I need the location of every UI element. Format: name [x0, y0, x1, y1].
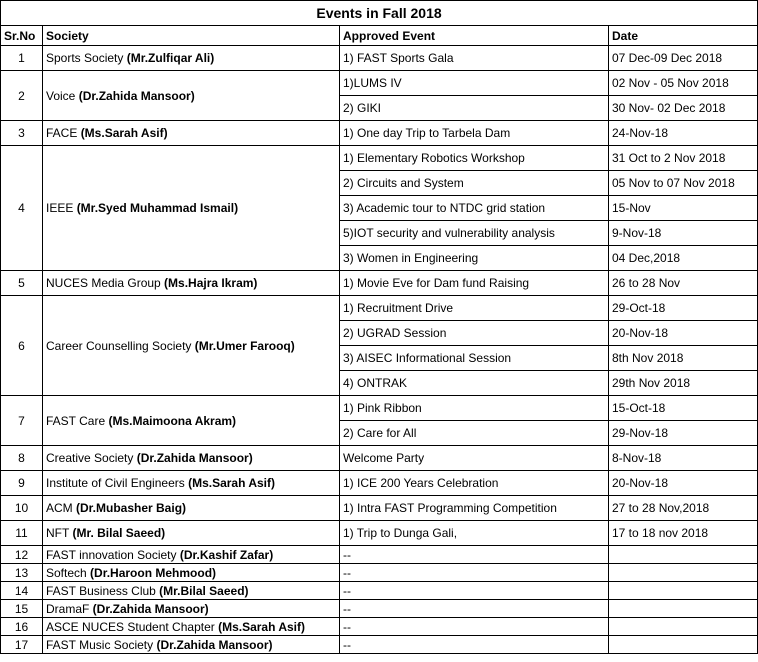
- society-cell[interactable]: [43, 564, 340, 582]
- date-cell[interactable]: 02 Nov - 05 Nov 2018: [609, 71, 758, 96]
- date-cell[interactable]: 07 Dec-09 Dec 2018: [609, 46, 758, 71]
- events-table-body: [1, 1, 758, 654]
- header-date[interactable]: Date: [609, 26, 758, 46]
- society-advisor: (Mr.Umer Farooq): [194, 338, 295, 353]
- society-name: Softech: [46, 565, 91, 580]
- approved-event-cell[interactable]: --: [340, 546, 609, 564]
- society-cell[interactable]: [43, 396, 340, 446]
- society-cell[interactable]: [43, 471, 340, 496]
- table-row: [1, 564, 758, 582]
- approved-event-cell[interactable]: --: [340, 582, 609, 600]
- sr-no-cell[interactable]: 11: [1, 521, 43, 546]
- society-name: FAST Business Club: [46, 583, 160, 598]
- header-approved-event[interactable]: Approved Event: [340, 26, 609, 46]
- header-society[interactable]: Society: [43, 26, 340, 46]
- approved-event-cell[interactable]: 1)LUMS IV: [340, 71, 609, 96]
- society-cell[interactable]: [43, 146, 340, 271]
- approved-event-cell[interactable]: 1) Trip to Dunga Gali,: [340, 521, 609, 546]
- society-cell[interactable]: [43, 546, 340, 564]
- sr-no-cell[interactable]: 4: [1, 146, 43, 271]
- table-row: [1, 600, 758, 618]
- table-row: [1, 271, 758, 296]
- date-cell[interactable]: 15-Nov: [609, 196, 758, 221]
- society-advisor: (Ms.Hajra Ikram): [164, 276, 258, 290]
- society-advisor: (Ms.Sarah Asif): [218, 619, 305, 634]
- sheet-title[interactable]: Events in Fall 2018: [1, 1, 758, 26]
- sr-no-cell[interactable]: 17: [1, 636, 43, 654]
- table-row: [1, 521, 758, 546]
- approved-event-cell[interactable]: 2) GIKI: [340, 96, 609, 121]
- sr-no-cell[interactable]: 3: [1, 121, 43, 146]
- date-cell[interactable]: [609, 636, 758, 654]
- society-name: Voice: [46, 88, 79, 103]
- society-advisor: (Ms.Sarah Asif): [188, 476, 275, 490]
- sr-no-cell[interactable]: 7: [1, 396, 43, 446]
- society-advisor: (Mr. Bilal Saeed): [72, 526, 166, 540]
- society-advisor: (Ms.Maimoona Akram): [108, 413, 237, 428]
- society-cell[interactable]: [43, 71, 340, 121]
- sr-no-cell[interactable]: 12: [1, 546, 43, 564]
- table-row: [1, 146, 758, 171]
- approved-event-cell[interactable]: 4) ONTRAK: [340, 371, 609, 396]
- society-name: ASCE NUCES Student Chapter: [46, 619, 219, 634]
- sr-no-cell[interactable]: 10: [1, 496, 43, 521]
- date-cell[interactable]: 05 Nov to 07 Nov 2018: [609, 171, 758, 196]
- date-cell[interactable]: 27 to 28 Nov,2018: [609, 496, 758, 521]
- approved-event-cell[interactable]: 1) Intra FAST Programming Competition: [340, 496, 609, 521]
- table-row: [1, 496, 758, 521]
- society-name: FAST innovation Society: [46, 547, 180, 562]
- sr-no-cell[interactable]: 9: [1, 471, 43, 496]
- sr-no-cell[interactable]: 5: [1, 271, 43, 296]
- society-advisor: (Dr.Zahida Mansoor): [136, 451, 253, 465]
- society-advisor: (Dr.Mubasher Baig): [76, 501, 187, 515]
- date-cell[interactable]: 8th Nov 2018: [609, 346, 758, 371]
- sr-no-cell[interactable]: 6: [1, 296, 43, 396]
- date-cell[interactable]: 04 Dec,2018: [609, 246, 758, 271]
- date-cell[interactable]: 20-Nov-18: [609, 321, 758, 346]
- approved-event-cell[interactable]: --: [340, 564, 609, 582]
- date-cell[interactable]: 30 Nov- 02 Dec 2018: [609, 96, 758, 121]
- approved-event-cell[interactable]: 1) ICE 200 Years Celebration: [340, 471, 609, 496]
- date-cell[interactable]: 26 to 28 Nov: [609, 271, 758, 296]
- society-cell[interactable]: [43, 121, 340, 146]
- society-cell[interactable]: [43, 271, 340, 296]
- approved-event-cell[interactable]: 1) FAST Sports Gala: [340, 46, 609, 71]
- society-advisor: (Dr.Haroon Mehmood): [90, 565, 217, 580]
- sr-no-cell[interactable]: 14: [1, 582, 43, 600]
- table-row: [1, 582, 758, 600]
- table-row: [1, 396, 758, 421]
- society-name: Institute of Civil Engineers: [46, 476, 189, 490]
- society-cell[interactable]: [43, 296, 340, 396]
- society-name: IEEE: [46, 201, 77, 215]
- society-name: Sports Society: [46, 51, 127, 65]
- sr-no-cell[interactable]: 13: [1, 564, 43, 582]
- society-cell[interactable]: [43, 46, 340, 71]
- society-advisor: (Mr.Bilal Saeed): [159, 583, 249, 598]
- society-advisor: (Dr.Zahida Mansoor): [156, 637, 273, 652]
- table-row: [1, 71, 758, 96]
- date-cell[interactable]: 29th Nov 2018: [609, 371, 758, 396]
- society-cell[interactable]: [43, 636, 340, 654]
- society-name: FACE: [46, 126, 81, 140]
- society-advisor: (Mr.Zulfiqar Ali): [126, 51, 215, 65]
- approved-event-cell[interactable]: 1) Movie Eve for Dam fund Raising: [340, 271, 609, 296]
- approved-event-cell[interactable]: 2) Care for All: [340, 421, 609, 446]
- table-row: [1, 636, 758, 654]
- table-row: [1, 46, 758, 71]
- approved-event-cell[interactable]: --: [340, 618, 609, 636]
- society-name: ACM: [46, 501, 76, 515]
- date-cell[interactable]: 24-Nov-18: [609, 121, 758, 146]
- approved-event-cell[interactable]: 5)IOT security and vulnerability analysis: [340, 221, 609, 246]
- society-name: Creative Society: [46, 451, 137, 465]
- date-cell[interactable]: [609, 600, 758, 618]
- approved-event-cell[interactable]: 1) Recruitment Drive: [340, 296, 609, 321]
- date-cell[interactable]: 29-Oct-18: [609, 296, 758, 321]
- date-cell[interactable]: [609, 546, 758, 564]
- approved-event-cell[interactable]: 1) Elementary Robotics Workshop: [340, 146, 609, 171]
- date-cell[interactable]: [609, 618, 758, 636]
- table-row: [1, 446, 758, 471]
- table-row: [1, 121, 758, 146]
- society-cell[interactable]: [43, 496, 340, 521]
- society-cell[interactable]: [43, 521, 340, 546]
- society-name: NFT: [46, 526, 73, 540]
- header-sr-no[interactable]: Sr.No: [1, 26, 43, 46]
- approved-event-cell[interactable]: --: [340, 636, 609, 654]
- date-cell[interactable]: 17 to 18 nov 2018: [609, 521, 758, 546]
- approved-event-cell[interactable]: 1) One day Trip to Tarbela Dam: [340, 121, 609, 146]
- approved-event-cell[interactable]: 2) UGRAD Session: [340, 321, 609, 346]
- date-cell[interactable]: [609, 582, 758, 600]
- approved-event-cell[interactable]: 3) Women in Engineering: [340, 246, 609, 271]
- society-cell[interactable]: [43, 600, 340, 618]
- sr-no-cell[interactable]: 2: [1, 71, 43, 121]
- table-row: [1, 546, 758, 564]
- title-row: [1, 1, 758, 26]
- society-cell[interactable]: [43, 446, 340, 471]
- approved-event-cell[interactable]: 1) Pink Ribbon: [340, 396, 609, 421]
- society-name: FAST Music Society: [46, 637, 157, 652]
- header-row: [1, 26, 758, 46]
- sr-no-cell[interactable]: 8: [1, 446, 43, 471]
- sr-no-cell[interactable]: 16: [1, 618, 43, 636]
- society-name: Career Counselling Society: [46, 338, 195, 353]
- sr-no-cell[interactable]: 15: [1, 600, 43, 618]
- sr-no-cell[interactable]: 1: [1, 46, 43, 71]
- society-name: DramaF: [46, 601, 93, 616]
- society-advisor: (Dr.Zahida Mansoor): [78, 88, 195, 103]
- approved-event-cell[interactable]: 3) AISEC Informational Session: [340, 346, 609, 371]
- approved-event-cell[interactable]: Welcome Party: [340, 446, 609, 471]
- table-row: [1, 296, 758, 321]
- date-cell[interactable]: [609, 564, 758, 582]
- society-advisor: (Mr.Syed Muhammad Ismail): [76, 201, 239, 215]
- society-advisor: (Dr.Kashif Zafar): [179, 547, 274, 562]
- date-cell[interactable]: 9-Nov-18: [609, 221, 758, 246]
- society-cell[interactable]: [43, 618, 340, 636]
- society-name: NUCES Media Group: [46, 276, 165, 290]
- date-cell[interactable]: 29-Nov-18: [609, 421, 758, 446]
- date-cell[interactable]: 8-Nov-18: [609, 446, 758, 471]
- society-cell[interactable]: [43, 582, 340, 600]
- approved-event-cell[interactable]: --: [340, 600, 609, 618]
- table-row: [1, 618, 758, 636]
- approved-event-cell[interactable]: 3) Academic tour to NTDC grid station: [340, 196, 609, 221]
- date-cell[interactable]: 15-Oct-18: [609, 396, 758, 421]
- society-advisor: (Ms.Sarah Asif): [80, 126, 168, 140]
- date-cell[interactable]: 31 Oct to 2 Nov 2018: [609, 146, 758, 171]
- table-row: [1, 471, 758, 496]
- society-advisor: (Dr.Zahida Mansoor): [92, 601, 209, 616]
- society-name: FAST Care: [46, 413, 109, 428]
- approved-event-cell[interactable]: 2) Circuits and System: [340, 171, 609, 196]
- date-cell[interactable]: 20-Nov-18: [609, 471, 758, 496]
